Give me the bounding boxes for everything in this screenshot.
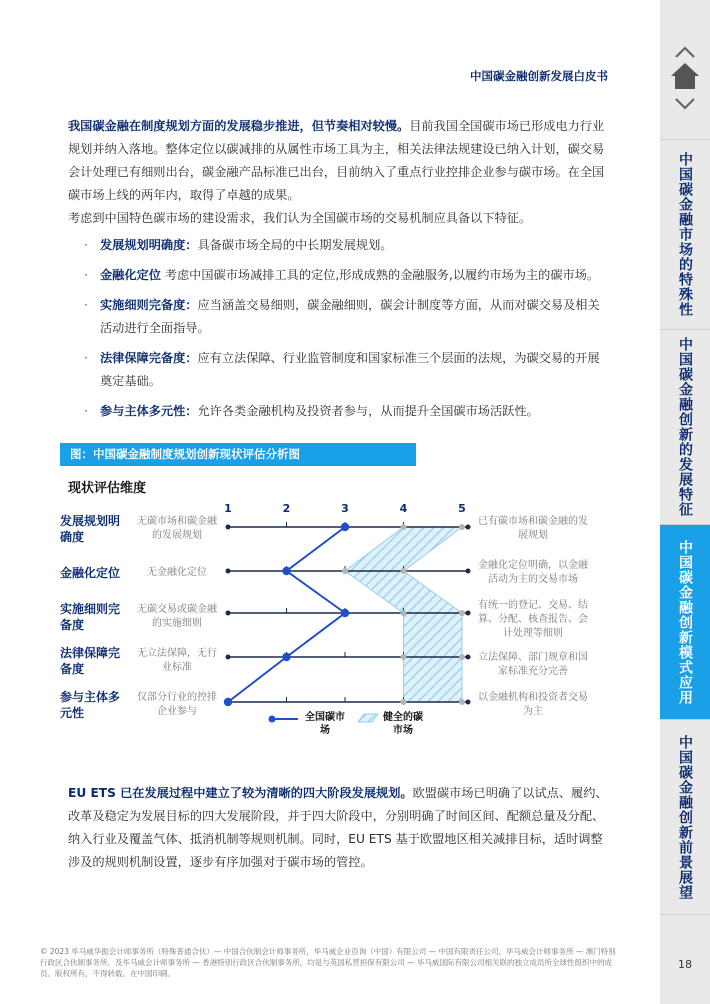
copyright-footer: © 2023 毕马威华振会计师事务所（特殊普通合伙）— 中国合伙制会计师事务所，毕马威企业咨询（中国）有限公司 — 中国有限责任公司，毕马威会计师事务所 — 澳门特别行政区合伙制事务所，及毕马威会计师事务所 — 香港特别行政区合伙制事务所，均是与英国私营担保有限公司 — 毕马威国际有限公司相关联的独立成员所全球性组织中的成员。版权所有，不得转载。在中国印刷。 bbox=[40, 947, 616, 978]
intro-lead: 我国碳金融在制度规划方面的发展稳步推进，但节奏相对较慢。 bbox=[68, 119, 410, 133]
home-icon[interactable] bbox=[669, 60, 701, 92]
national-market-point bbox=[341, 523, 349, 531]
closing-paragraph bbox=[68, 782, 608, 874]
tab-special-nature[interactable]: 中国碳金融市场的特殊性 bbox=[660, 140, 710, 330]
legend-label-national: 全国碳市场 bbox=[305, 712, 345, 736]
mature-band-point bbox=[459, 610, 465, 616]
mature-band-point bbox=[401, 524, 407, 530]
list-item: · 参与主体多元性：允许各类金融机构及投资者参与，从而提升全国碳市场活跃性。 bbox=[84, 404, 539, 418]
mature-band-point bbox=[459, 699, 465, 705]
consider-paragraph: 考虑到中国特色碳市场的建设需求，我们认为全国碳市场的交易机制应具备以下特征。 bbox=[68, 211, 532, 225]
national-market-line bbox=[228, 527, 345, 702]
scale-tick-label: 1 bbox=[224, 502, 232, 515]
closing-text: 欧盟碳市场已明确了以试点、履约、改革及稳定为发展目标的四大发展阶段，并于四大阶段中，分别明确了时间区间、配额总量及分配、纳入行业及覆盖气体、抵消机制等规则机制。同时，EU ETS 基于欧盟地区相关减排目标，适时调整涉及的规则机制设置，逐步有序加强对于碳市场的管控。 bbox=[68, 786, 608, 869]
high-end-description: 以金融机构和投资者交易为主 bbox=[478, 692, 588, 717]
assessment-chart bbox=[0, 495, 660, 745]
mature-band-point bbox=[401, 568, 407, 574]
list-item: · 金融化定位 考虑中国碳市场减排工具的定位,形成成熟的金融服务,以履约市场为主的碳市场。 bbox=[84, 268, 600, 282]
high-end-description: 有统一的登记、交易、结算、分配、核查报告、会计处理等细则 bbox=[478, 600, 588, 639]
scale-tick-label: 3 bbox=[341, 502, 349, 515]
low-end-description: 无碳交易或碳金融的实施细则 bbox=[137, 604, 217, 629]
chevron-down-icon[interactable] bbox=[673, 96, 697, 112]
row-axis-end bbox=[226, 611, 231, 616]
high-end-description: 已有碳市场和碳金融的发展规划 bbox=[478, 516, 588, 541]
tab-development-features[interactable]: 中国碳金融创新的发展特征 bbox=[660, 330, 710, 525]
list-item: · 发展规划明确度：具备碳市场全局的中长期发展规划。 bbox=[84, 238, 393, 252]
closing-lead: EU ETS 已在发展过程中建立了较为清晰的四大阶段发展规划。 bbox=[68, 786, 413, 800]
mature-band-point bbox=[401, 699, 407, 705]
dimension-label: 发展规划明确度 bbox=[60, 514, 121, 544]
chevron-up-icon[interactable] bbox=[673, 44, 697, 60]
national-market-point bbox=[341, 609, 349, 617]
dimension-label: 法律保障完备度 bbox=[60, 646, 121, 676]
scale-tick-label: 4 bbox=[399, 502, 408, 515]
intro-text: 目前我国全国碳市场已形成电力行业规划并纳入落地。整体定位以碳减排的从属性市场工具为主，相关法律法规建设已纳入计划，碳交易会计处理已有细则出台，碳金融产品标准已出台，目前纳入了重点行业控排企业参与碳市场。在全国碳市场上线的两年内，取得了卓越的成果。 bbox=[68, 119, 605, 202]
row-axis-end bbox=[466, 569, 471, 574]
row-axis-end bbox=[466, 611, 471, 616]
tab-model-application[interactable]: 中国碳金融创新模式应用 bbox=[660, 525, 710, 720]
scale-tick-label: 5 bbox=[458, 502, 466, 515]
scale-tick-label: 2 bbox=[282, 502, 291, 515]
national-market-point bbox=[282, 567, 290, 575]
mature-band-point bbox=[459, 654, 465, 660]
dimension-label: 实施细则完备度 bbox=[60, 602, 121, 632]
figure-subtitle: 现状评估维度 bbox=[68, 481, 147, 496]
low-end-description: 无碳市场和碳金融的发展规划 bbox=[137, 516, 217, 541]
national-market-point bbox=[282, 653, 290, 661]
tab-future-outlook[interactable]: 中国碳金融创新前景展望 bbox=[660, 720, 710, 915]
row-axis-end bbox=[466, 700, 471, 705]
legend-label-mature: 健全的碳市场 bbox=[383, 712, 423, 736]
national-market-point bbox=[224, 698, 232, 706]
section-sidebar bbox=[660, 0, 710, 1004]
row-axis-end bbox=[226, 655, 231, 660]
document-title: 中国碳金融创新发展白皮书 bbox=[470, 69, 608, 83]
legend-point-national bbox=[269, 716, 276, 723]
intro-paragraph bbox=[68, 115, 608, 207]
dimension-label: 金融化定位 bbox=[60, 566, 121, 580]
row-axis-end bbox=[226, 525, 231, 530]
dimension-label: 参与主体多元性 bbox=[60, 690, 121, 720]
mature-band-point bbox=[401, 654, 407, 660]
figure-title: 图：中国碳金融制度规划创新现状评估分析图 bbox=[60, 443, 416, 466]
high-end-description: 立法保障、部门规章和国家标准充分完善 bbox=[478, 652, 588, 677]
row-axis-end bbox=[466, 655, 471, 660]
row-axis-end bbox=[466, 525, 471, 530]
feature-list bbox=[84, 234, 608, 430]
page-number: 18 bbox=[678, 958, 692, 971]
high-end-description: 金融化定位明确，以金融活动为主的交易市场 bbox=[478, 560, 588, 585]
list-item: · 法律保障完备度：应有立法保障、行业监管制度和国家标准三个层面的法规，为碳交易的开展奠定基础。 bbox=[84, 351, 600, 388]
low-end-description: 仅部分行业的控排企业参与 bbox=[137, 692, 217, 717]
mature-band-point bbox=[459, 524, 465, 530]
mature-band-point bbox=[401, 610, 407, 616]
legend-swatch-mature bbox=[358, 714, 378, 722]
low-end-description: 无金融化定位 bbox=[147, 567, 207, 578]
nav-controls bbox=[660, 0, 710, 140]
mature-band-point bbox=[342, 568, 348, 574]
row-axis-end bbox=[226, 569, 231, 574]
list-item: · 实施细则完备度：应当涵盖交易细则，碳金融细则，碳会计制度等方面，从而对碳交易及相关活动进行全面指导。 bbox=[84, 298, 600, 335]
low-end-description: 无立法保障，无行业标准 bbox=[137, 648, 217, 673]
